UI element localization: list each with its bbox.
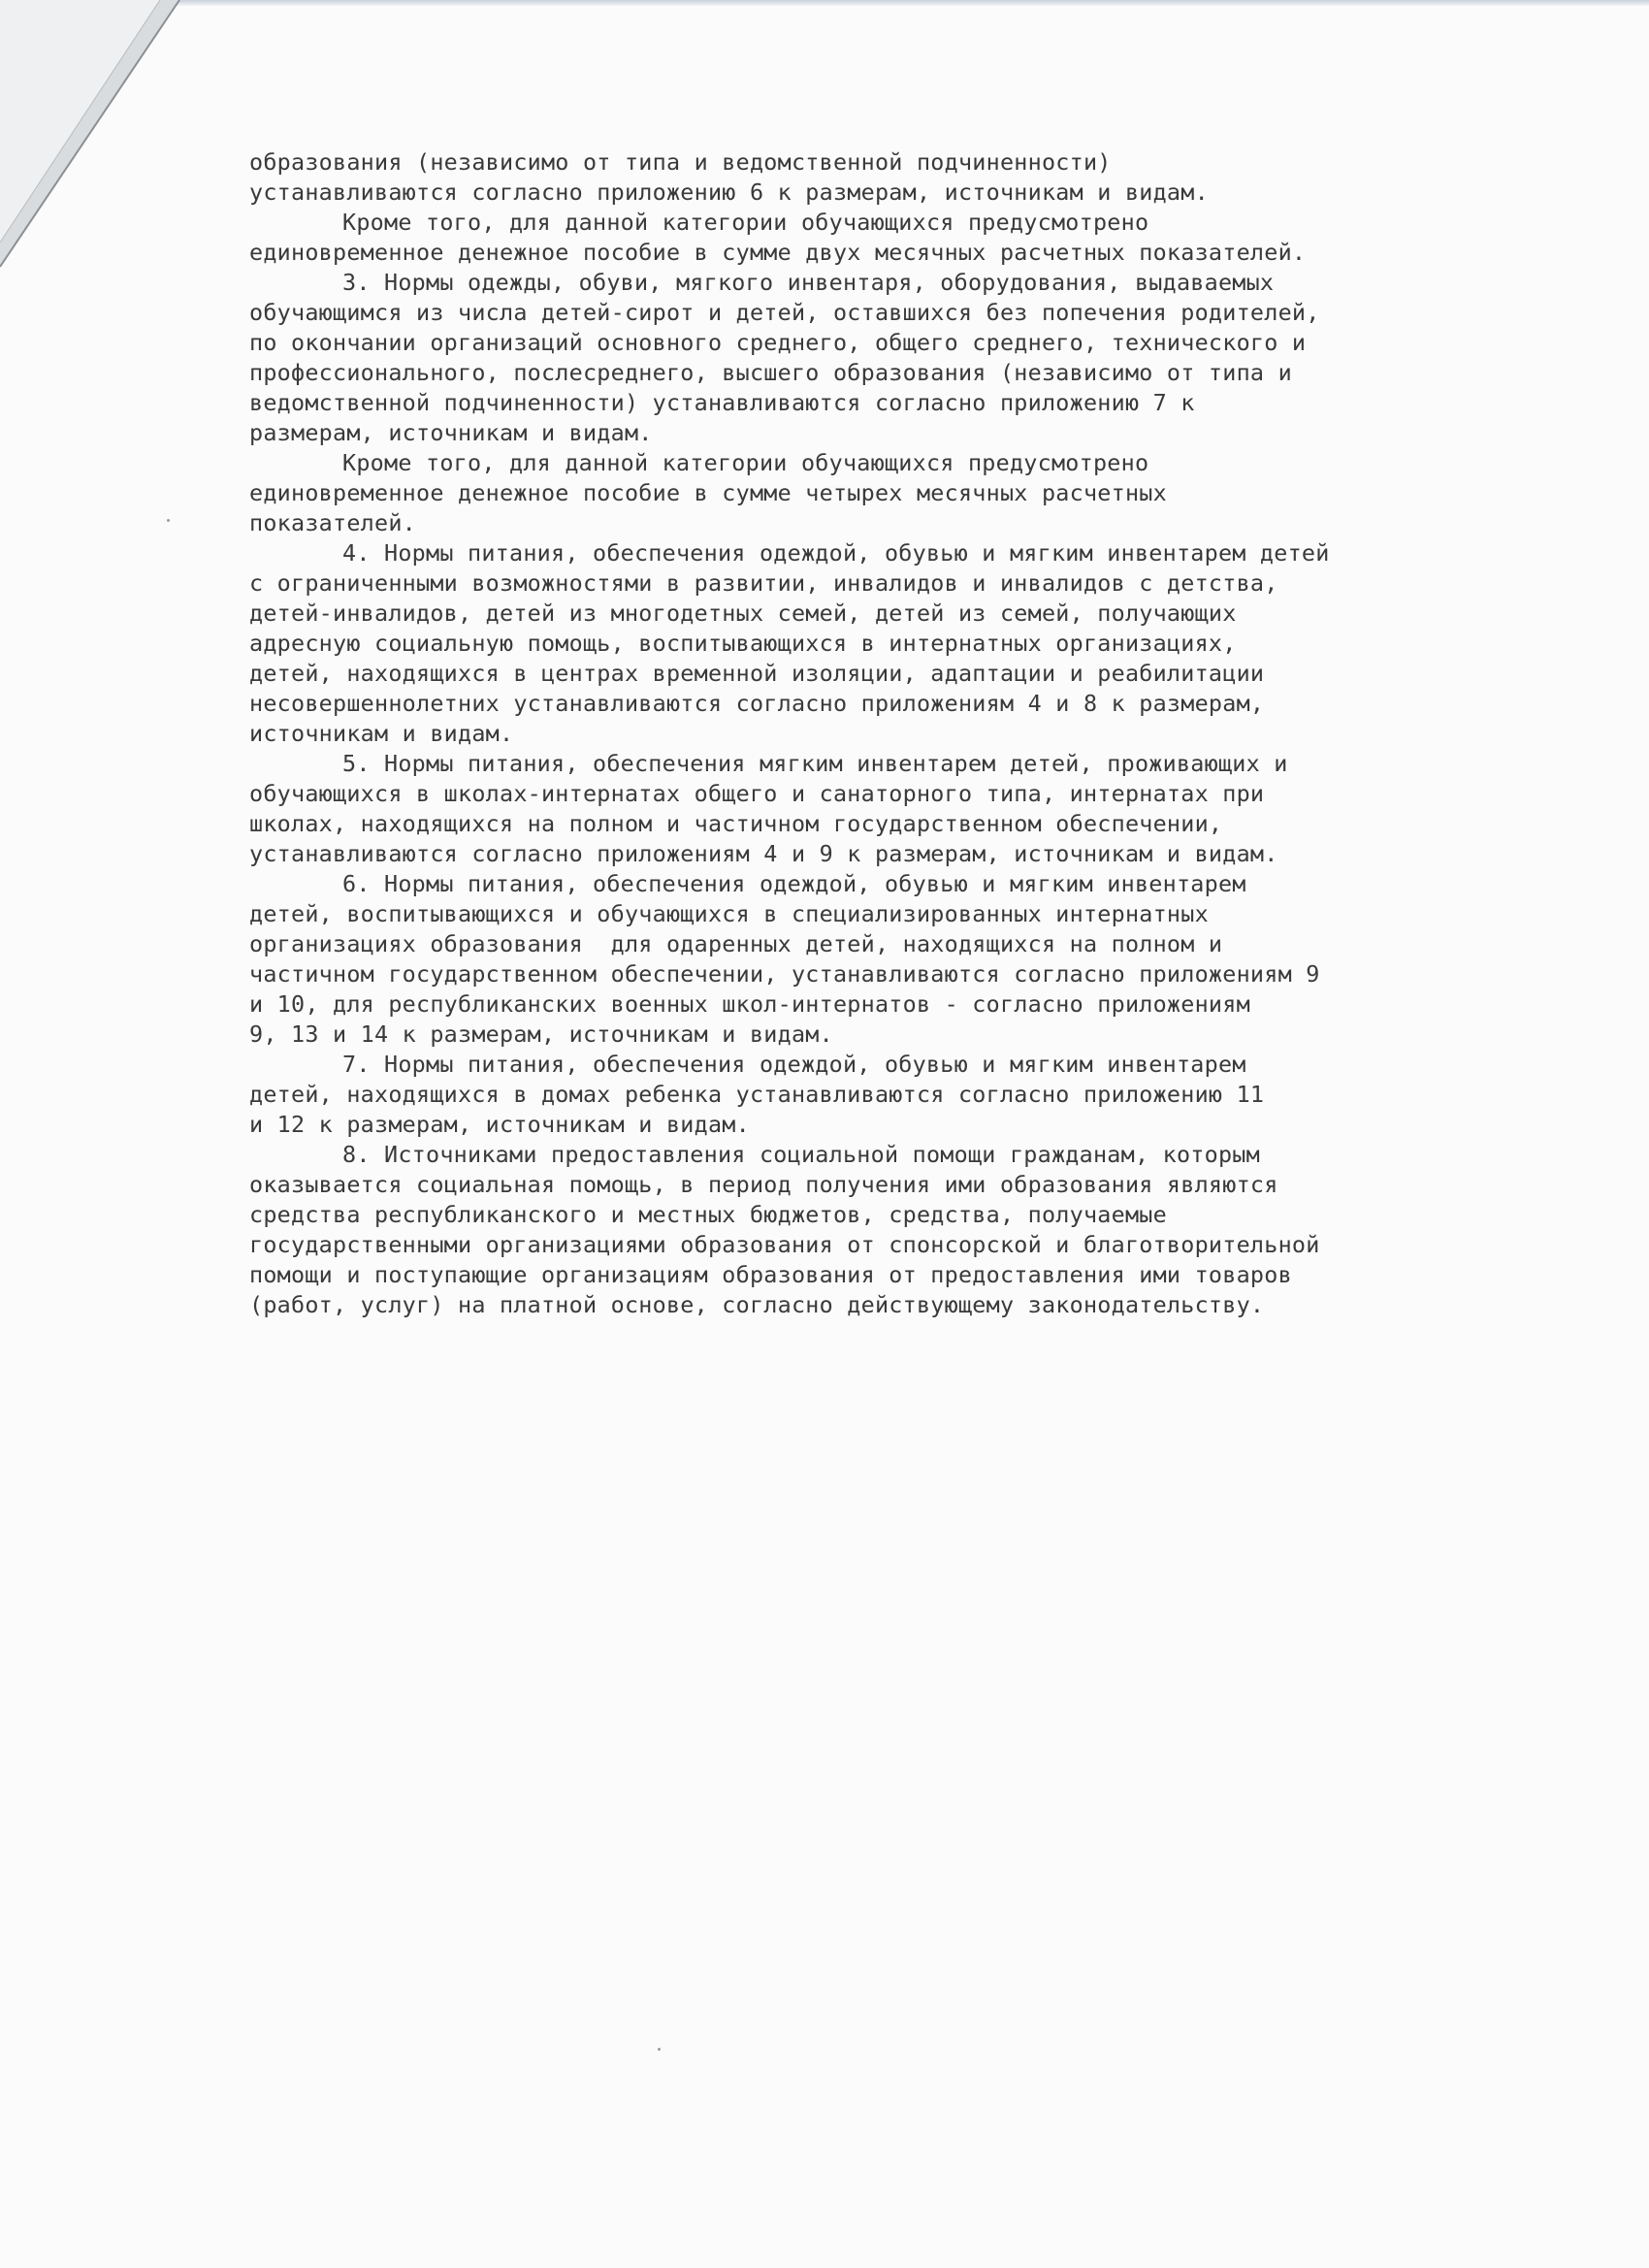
text-line: (работ, услуг) на платной основе, согласно действующему законодательству. <box>249 1291 1265 1318</box>
text-line: школах, находящихся на полном и частичном государственном обеспечении, <box>249 810 1223 837</box>
text-line: единовременное денежное пособие в сумме двух месячных расчетных показателей. <box>249 239 1307 266</box>
text-line: 9, 13 и 14 к размерам, источникам и видам. <box>249 1021 833 1048</box>
scan-speck <box>167 519 170 522</box>
text-line: профессионального, послесреднего, высшего образования (независимо от типа и <box>249 359 1292 386</box>
text-line: адресную социальную помощь, воспитывающихся в интернатных организациях, <box>249 630 1237 657</box>
text-line: частичном государственном обеспечении, устанавливаются согласно приложениям 9 <box>249 960 1320 988</box>
text-line: 4. Нормы питания, обеспечения одеждой, обувью и мягким инвентарем детей <box>342 539 1330 567</box>
text-line: государственными организациями образования от спонсорской и благотворительной <box>249 1231 1320 1258</box>
text-line: обучающихся в школах-интернатах общего и санаторного типа, интернатах при <box>249 780 1265 807</box>
text-line: показателей. <box>249 509 416 536</box>
text-line: Кроме того, для данной категории обучающихся предусмотрено <box>342 449 1149 476</box>
text-line: устанавливаются согласно приложениям 4 и 9 к размерам, источникам и видам. <box>249 840 1278 867</box>
text-line: с ограниченными возможностями в развитии, инвалидов и инвалидов с детства, <box>249 569 1278 597</box>
text-line: образования (независимо от типа и ведомственной подчиненности) <box>249 148 1112 176</box>
text-line: организациях образования для одаренных детей, находящихся на полном и <box>249 930 1223 957</box>
text-line: и 12 к размерам, источникам и видам. <box>249 1111 750 1138</box>
text-line: устанавливаются согласно приложению 6 к размерам, источникам и видам. <box>249 178 1209 206</box>
text-line: 5. Нормы питания, обеспечения мягким инвентарем детей, проживающих и <box>342 750 1288 777</box>
text-line: 7. Нормы питания, обеспечения одеждой, обувью и мягким инвентарем <box>342 1051 1246 1078</box>
text-line: детей, находящихся в домах ребенка устанавливаются согласно приложению 11 <box>249 1081 1265 1108</box>
text-line: оказывается социальная помощь, в период получения ими образования являются <box>249 1171 1278 1198</box>
text-line: обучающимся из числа детей-сирот и детей, оставшихся без попечения родителей, <box>249 299 1320 326</box>
text-line: 6. Нормы питания, обеспечения одеждой, обувью и мягким инвентарем <box>342 870 1246 897</box>
text-line: источникам и видам. <box>249 720 514 747</box>
text-line: 8. Источниками предоставления социальной помощи гражданам, которым <box>342 1141 1260 1168</box>
text-line: единовременное денежное пособие в сумме четырех месячных расчетных <box>249 479 1167 506</box>
text-line: 3. Нормы одежды, обуви, мягкого инвентаря, оборудования, выдаваемых <box>342 269 1275 296</box>
document-body <box>249 147 1510 1320</box>
text-line: помощи и поступающие организациям образования от предоставления ими товаров <box>249 1261 1292 1288</box>
text-line: Кроме того, для данной категории обучающихся предусмотрено <box>342 209 1149 236</box>
text-line: несовершеннолетних устанавливаются согласно приложениям 4 и 8 к размерам, <box>249 690 1265 717</box>
scan-top-edge <box>146 0 1649 6</box>
text-line: детей-инвалидов, детей из многодетных семей, детей из семей, получающих <box>249 599 1237 627</box>
scan-speck <box>658 2048 661 2051</box>
text-line: и 10, для республиканских военных школ-интернатов - согласно приложениям <box>249 990 1250 1018</box>
text-line: детей, воспитывающихся и обучающихся в специализированных интернатных <box>249 900 1209 927</box>
text-line: по окончании организаций основного среднего, общего среднего, технического и <box>249 329 1307 356</box>
folded-corner-icon <box>0 0 184 272</box>
text-line: ведомственной подчиненности) устанавливаются согласно приложению 7 к <box>249 389 1195 416</box>
text-line: размерам, источникам и видам. <box>249 419 653 446</box>
text-line: средства республиканского и местных бюджетов, средства, получаемые <box>249 1201 1167 1228</box>
text-line: детей, находящихся в центрах временной изоляции, адаптации и реабилитации <box>249 660 1265 687</box>
